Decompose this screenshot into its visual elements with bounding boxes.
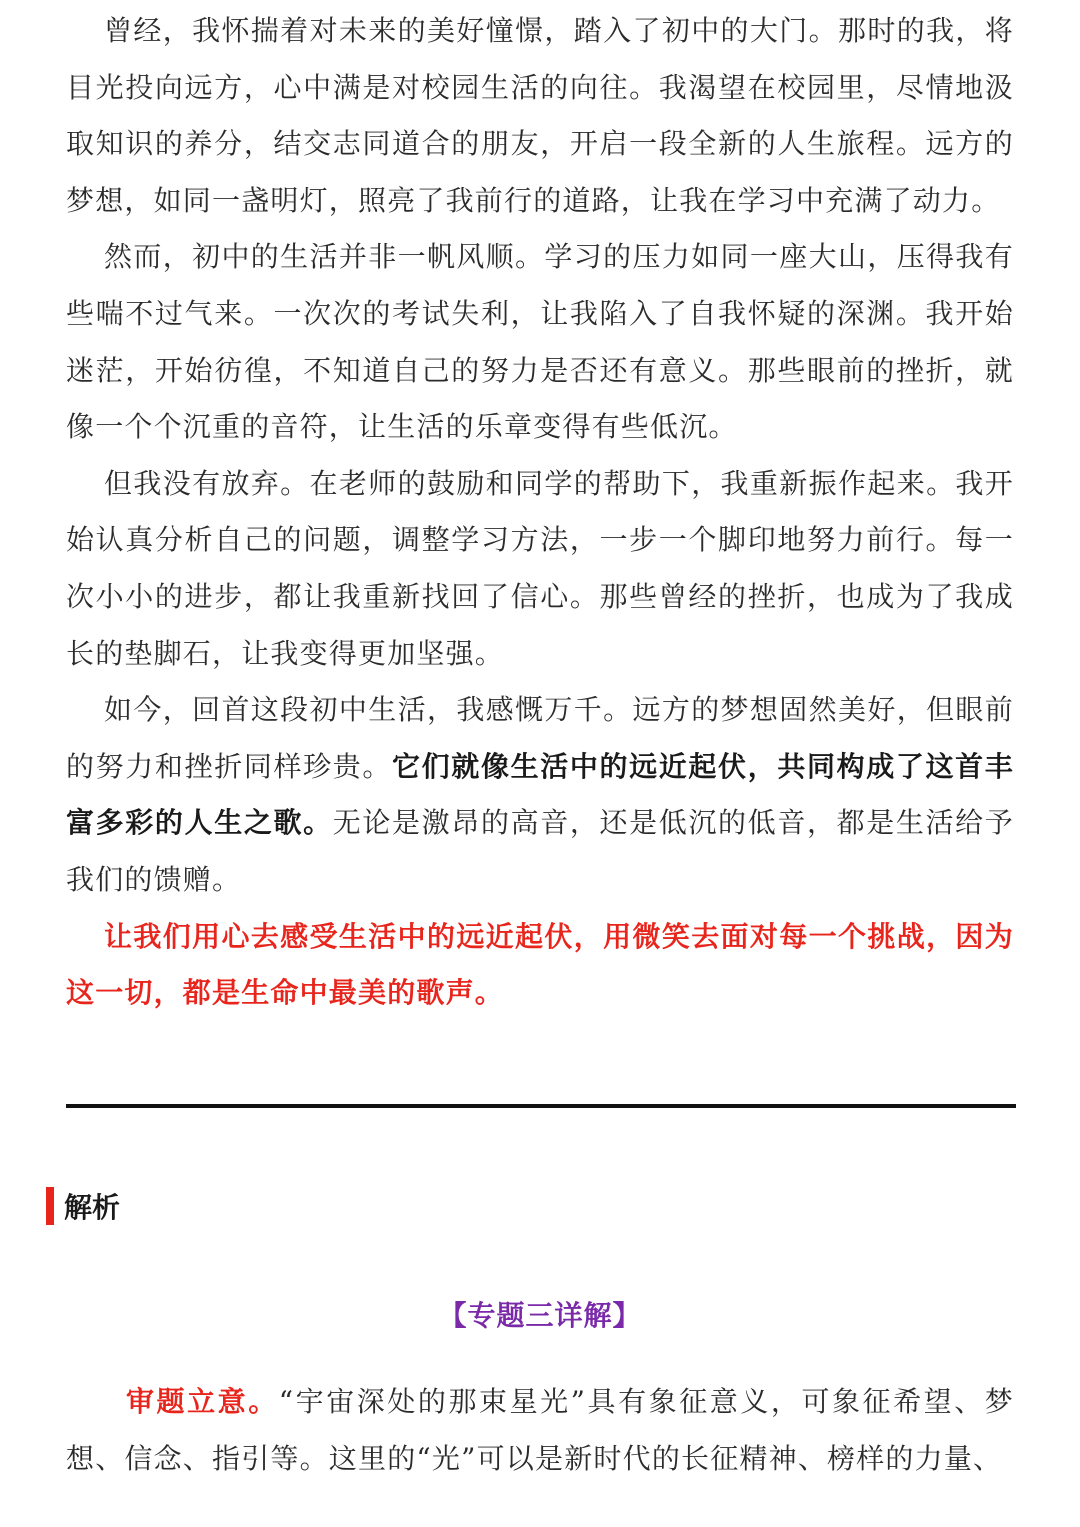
analysis-lead: 审题立意。 — [126, 1385, 279, 1418]
essay-paragraph-4-start: 如今，回首这段初中生活，我感慨万千。远方的梦想固然美好，但眼前的努力和挫折同样珍贵。 — [66, 693, 1014, 783]
essay-paragraph-3: 但我没有放弃。在老师的鼓励和同学的帮助下，我重新振作起来。我开始认真分析自己的问题，调整学习方法，一步一个脚印地努力前行。每一次小小的进步，都让我重新找回了信心。那些曾经的挫折，也成为了我成长的垫脚石，让我变得更加坚强。 — [66, 466, 1014, 670]
essay-highlight-sentence: 它们就像生活中的远近起伏，共同构成了这首丰富多彩的人生之歌。 — [66, 749, 1015, 840]
section-accent-bar — [46, 1187, 54, 1225]
essay-paragraph-4-end: 无论是激昂的高音，还是低沉的低音，都是生活给予我们的馈赠。 — [66, 806, 1014, 896]
section-divider — [66, 1104, 1016, 1108]
essay-body — [66, 3, 1014, 1022]
essay-closing-red: 让我们用心去感受生活中的远近起伏，用微笑去面对每一个挑战，因为这一切，都是生命中最美的歌声。 — [66, 919, 1014, 1010]
analysis-text: “宇宙深处的那束星光”具有象征意义，可象征希望、梦想、信念、指引等。这里的“光”可以是新时代的长征精神、榜样的力量、 — [66, 1385, 1014, 1475]
essay-paragraph-4 — [66, 682, 1014, 908]
essay-paragraph-1: 曾经，我怀揣着对未来的美好憧憬，踏入了初中的大门。那时的我，将目光投向远方，心中满是对校园生活的向往。我渴望在校园里，尽情地汲取知识的养分，结交志同道合的朋友，开启一段全新的人生旅程。远方的梦想，如同一盏明灯，照亮了我前行的道路，让我在学习中充满了动力。 — [66, 14, 1014, 217]
analysis-paragraph — [66, 1373, 1014, 1487]
analysis-body — [66, 1373, 1014, 1487]
essay-paragraph-2: 然而，初中的生活并非一帆风顺。学习的压力如同一座大山，压得我有些喘不过气来。一次次的考试失利，让我陷入了自我怀疑的深渊。我开始迷茫，开始彷徨，不知道自己的努力是否还有意义。那些眼前的挫折，就像一个个沉重的音符，让生活的乐章变得有些低沉。 — [66, 240, 1014, 444]
section-header — [46, 1186, 120, 1226]
section-title: 解析 — [64, 1191, 121, 1224]
topic-title: 【专题三详解】 — [438, 1299, 642, 1332]
